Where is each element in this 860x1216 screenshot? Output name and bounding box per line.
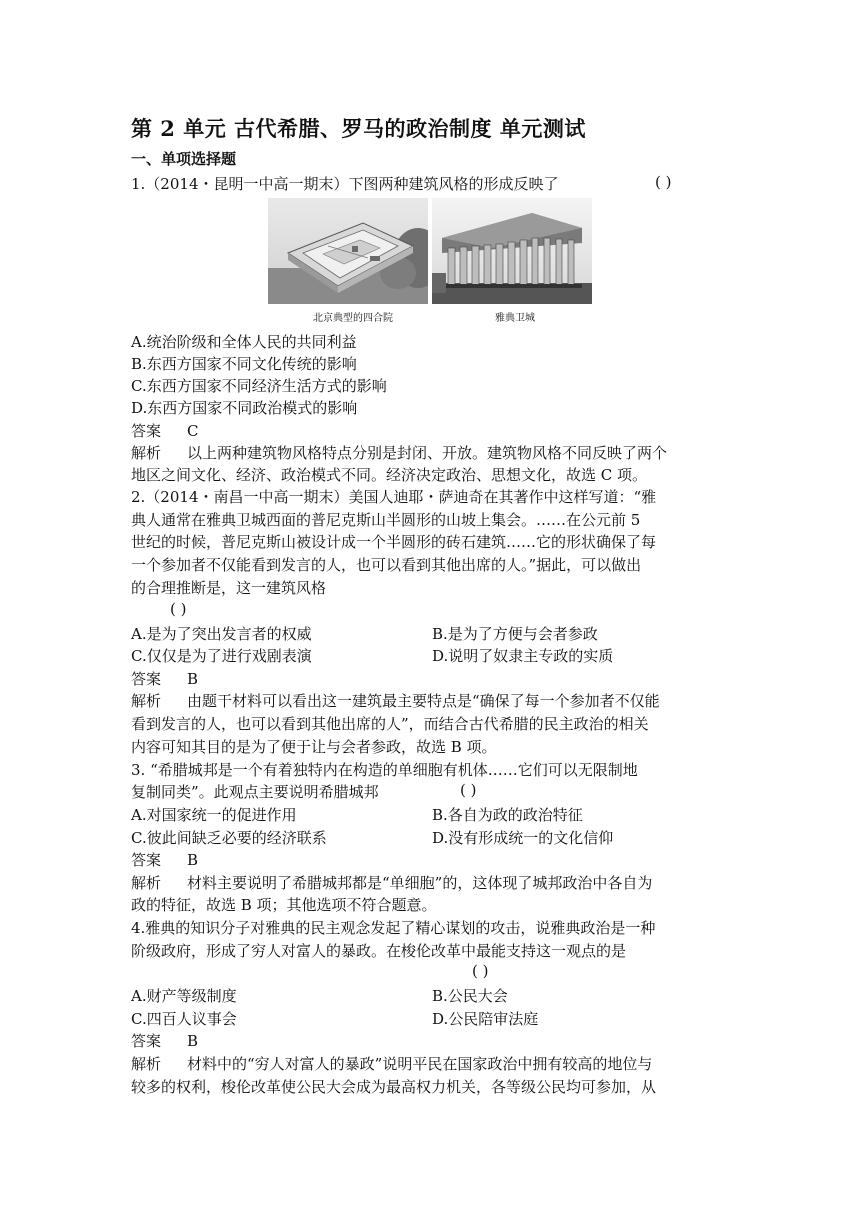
- q1-option-a: A.统治阶级和全体人民的共同利益: [131, 333, 357, 351]
- q2-analysis-line-2: 看到发言的人，也可以看到其他出席的人”，而结合古代希腊的民主政治的相关: [131, 715, 649, 733]
- q4-stem-line-1: 4.雅典的知识分子对雅典的民主观念发起了精心谋划的攻击，说雅典政治是一种: [131, 919, 656, 937]
- q3-analysis-line-1: [131, 872, 652, 894]
- answer-label: 答案: [131, 851, 162, 869]
- q2-stem-line-4: 一个参加者不仅能看到发言的人，也可以看到其他出席的人。”据此，可以做出: [131, 556, 642, 574]
- q2-stem-line-5: 的合理推断是，这一建筑风格: [131, 579, 327, 597]
- q3-answer-value: B: [187, 851, 199, 869]
- q2-analysis-line-3: 内容可知其目的是为了便于让与会者参政，故选 B 项。: [131, 738, 497, 756]
- q2-answer-value: B: [187, 670, 199, 688]
- analysis-label: 解析: [131, 692, 162, 710]
- q2-stem-line-2: 典人通常在雅典卫城西面的普尼克斯山半圆形的山坡上集会。……在公元前 5: [131, 511, 641, 529]
- q3-answer: [131, 849, 198, 871]
- q2-option-b: B.是为了方便与会者参政: [432, 625, 598, 643]
- q1-option-d: D.东西方国家不同政治模式的影响: [131, 399, 358, 417]
- figure-caption-courtyard: 北京典型的四合院: [313, 313, 393, 324]
- q4-option-b: B.公民大会: [432, 987, 508, 1005]
- q4-stem-line-2: 阶级政府，形成了穷人对富人的暴政。在梭伦改革中最能支持这一观点的是: [131, 942, 627, 960]
- figure-caption-acropolis: 雅典卫城: [495, 313, 535, 324]
- q4-option-c: C.四百人议事会: [131, 1010, 237, 1028]
- q2-option-d: D.说明了奴隶主专政的实质: [432, 647, 614, 665]
- q1-analysis-line-1: [131, 442, 667, 464]
- q1-stem: 1.（2014・昆明一中高一期末）下图两种建筑风格的形成反映了: [131, 175, 559, 193]
- q1-option-c: C.东西方国家不同经济生活方式的影响: [131, 377, 387, 395]
- analysis-label: 解析: [131, 1055, 162, 1073]
- q2-option-a: A.是为了突出发言者的权威: [131, 625, 312, 643]
- analysis-label: 解析: [131, 444, 162, 462]
- q3-analysis-line-2: 政的特征，故选 B 项；其他选项不符合题意。: [131, 896, 437, 914]
- q3-option-a: A.对国家统一的促进作用: [131, 806, 297, 824]
- q4-option-a: A.财产等级制度: [131, 987, 237, 1005]
- page-title: 第 2 单元 古代希腊、罗马的政治制度 单元测试: [131, 116, 586, 141]
- answer-label: 答案: [131, 1032, 162, 1050]
- q1-answer-value: C: [187, 422, 199, 440]
- q3-answer-blank: ( ): [460, 781, 477, 799]
- q4-option-d: D.公民陪审法庭: [432, 1010, 539, 1028]
- q4-analysis-line-2: 较多的权利，梭伦改革使公民大会成为最高权力机关，各等级公民均可参加，从: [131, 1078, 657, 1096]
- acropolis-image: [432, 198, 592, 304]
- q2-stem-line-1: 2.（2014・南昌一中高一期末）美国人迪耶・萨迪奇在其著作中这样写道：“雅: [131, 488, 657, 506]
- q2-option-c: C.仅仅是为了进行戏剧表演: [131, 647, 312, 665]
- q4-analysis-text-1: 材料中的“穷人对富人的暴政”说明平民在国家政治中拥有较高的地位与: [187, 1055, 653, 1073]
- q4-answer-value: B: [187, 1032, 199, 1050]
- section-heading: 一、单项选择题: [131, 150, 237, 168]
- q3-option-c: C.彼此间缺乏必要的经济联系: [131, 829, 327, 847]
- q4-answer: [131, 1030, 198, 1052]
- q1-answer-blank: ( ): [655, 173, 672, 191]
- q3-stem-line-1: 3. “希腊城邦是一个有着独特内在构造的单细胞有机体……它们可以无限制地: [131, 761, 638, 779]
- q1-analysis-line-2: 地区之间文化、经济、政治模式不同。经济决定政治、思想文化，故选 C 项。: [131, 466, 648, 484]
- answer-label: 答案: [131, 422, 162, 440]
- q2-analysis-line-1: [131, 690, 660, 712]
- q2-answer: [131, 668, 198, 690]
- q3-option-d: D.没有形成统一的文化信仰: [432, 829, 614, 847]
- analysis-label: 解析: [131, 874, 162, 892]
- courtyard-house-image: [268, 198, 428, 304]
- q4-answer-blank: ( ): [472, 962, 489, 980]
- q3-option-b: B.各自为政的政治特征: [432, 806, 583, 824]
- q2-stem-line-3: 世纪的时候，普尼克斯山被设计成一个半圆形的砖石建筑……它的形状确保了每: [131, 533, 657, 551]
- q4-analysis-line-1: [131, 1053, 652, 1075]
- q1-answer: [131, 420, 198, 442]
- q1-option-b: B.东西方国家不同文化传统的影响: [131, 355, 357, 373]
- q1-analysis-text-1: 以上两种建筑物风格特点分别是封闭、开放。建筑物风格不同反映了两个: [187, 444, 668, 462]
- q3-analysis-text-1: 材料主要说明了希腊城邦都是“单细胞”的，这体现了城邦政治中各自为: [187, 874, 653, 892]
- q3-stem-line-2: 复制同类”。此观点主要说明希腊城邦: [131, 783, 379, 801]
- q2-analysis-text-1: 由题干材料可以看出这一建筑最主要特点是“确保了每一个参加者不仅能: [187, 692, 660, 710]
- q2-answer-blank: ( ): [170, 600, 187, 618]
- answer-label: 答案: [131, 670, 162, 688]
